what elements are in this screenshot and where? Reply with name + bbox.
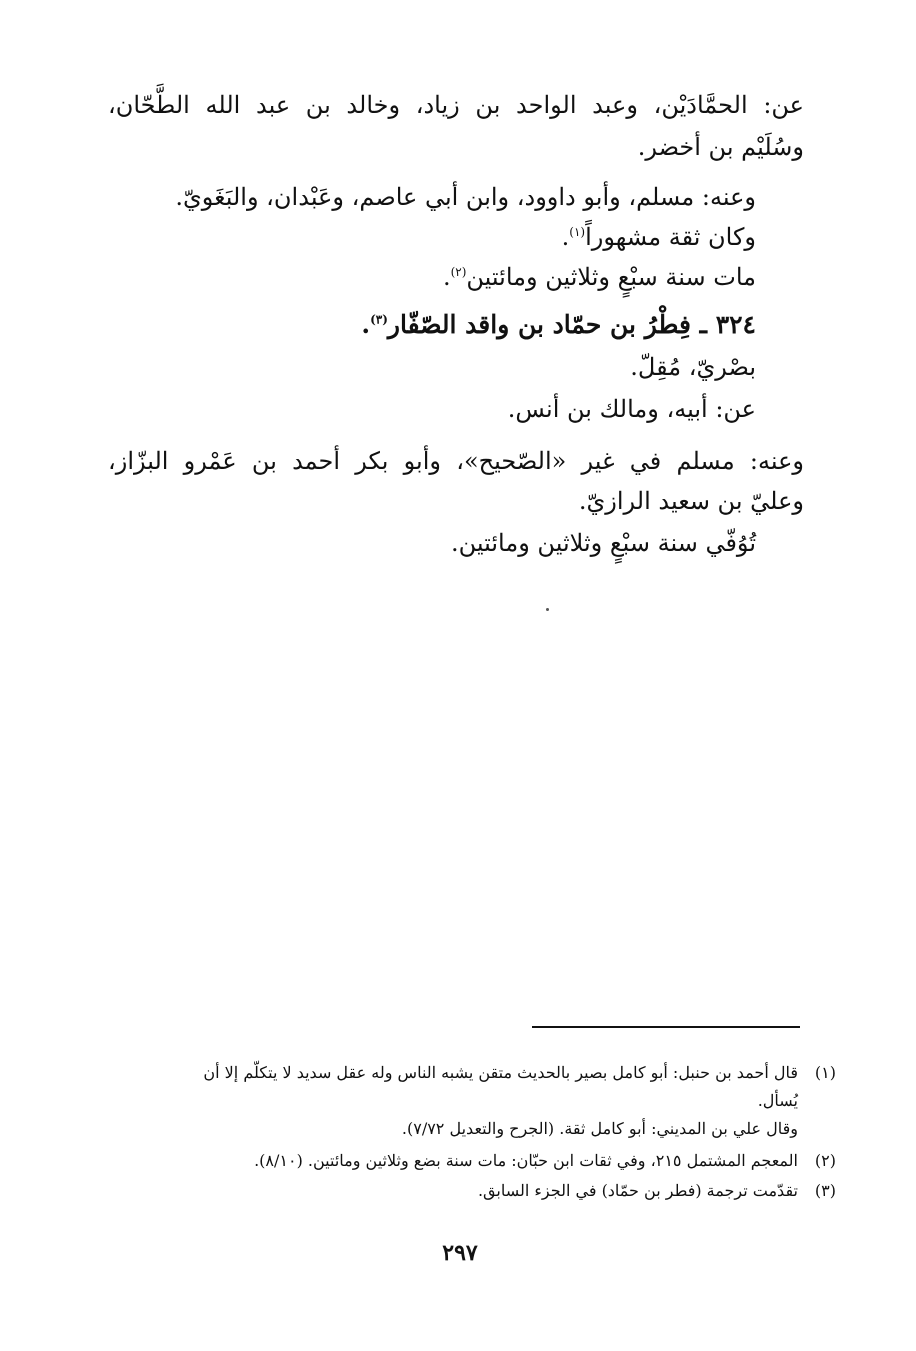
- body-line-1: عن: الحمَّادَيْن، وعبد الواحد بن زياد، وخالد بن عبد الله الطَّحّان،: [108, 91, 804, 119]
- footnote-ref-1[interactable]: (١): [569, 225, 586, 239]
- entry-heading-text: ٣٢٤ ـ فِطْرُ بن حمّاد بن واقد الصّفّار: [387, 310, 756, 339]
- footnote-2-line-1: المعجم المشتمل ٢١٥، وفي ثقات ابن حبّان: مات سنة بضع وثلاثين ومائتين. (٨/١٠).: [254, 1151, 798, 1170]
- entry-heading: [361, 308, 756, 342]
- stray-dot: [546, 608, 549, 611]
- body-line-2: وسُلَيْم بن أخضر.: [637, 133, 804, 161]
- footnote-3-line-1: تقدّمت ترجمة (فطر بن حمّاد) في الجزء السابق.: [477, 1181, 798, 1200]
- footnote-1-number: (١): [814, 1063, 836, 1082]
- footnote-2-number: (٢): [814, 1151, 836, 1170]
- body-line-8: عن: أبيه، ومالك بن أنس.: [507, 395, 756, 423]
- footnote-1-line-2: يُسأل.: [757, 1091, 798, 1110]
- footnote-separator: [532, 1026, 800, 1028]
- body-line-5: [443, 260, 756, 294]
- footnote-3-number: (٣): [814, 1181, 836, 1200]
- footnote-1-line-1: قال أحمد بن حنبل: أبو كامل بصير بالحديث متقن يشبه الناس وله عقل سديد لا يتكلّم إلا أن: [203, 1063, 798, 1082]
- body-line-4-text: وكان ثقة مشهوراً: [585, 223, 756, 251]
- entry-heading-end: .: [361, 310, 371, 339]
- body-line-7: بصْريّ، مُقِلّ.: [630, 353, 756, 381]
- body-line-4: [562, 220, 756, 254]
- page-number: ٢٩٧: [442, 1240, 478, 1266]
- footnote-1-line-3: وقال علي بن المديني: أبو كامل ثقة. (الجرح والتعديل ٧/٧٢).: [401, 1119, 798, 1138]
- body-line-11: تُوُفّي سنة سبْعٍ وثلاثين ومائتين.: [450, 529, 756, 557]
- body-line-3: وعنه: مسلم، وأبو داوود، وابن أبي عاصم، وعَبْدان، والبَغَويّ.: [175, 183, 756, 211]
- body-line-9: وعنه: مسلم في غير «الصّحيح»، وأبو بكر أحمد بن عَمْرو البزّاز،: [108, 447, 804, 475]
- footnote-ref-2[interactable]: (٢): [450, 265, 467, 279]
- footnote-ref-3[interactable]: (٣): [370, 312, 388, 327]
- body-line-5-text: مات سنة سبْعٍ وثلاثين ومائتين: [466, 263, 756, 291]
- body-line-10: وعليّ بن سعيد الرازيّ.: [578, 487, 804, 515]
- body-line-4-end: .: [561, 223, 570, 251]
- body-line-5-end: .: [442, 263, 451, 291]
